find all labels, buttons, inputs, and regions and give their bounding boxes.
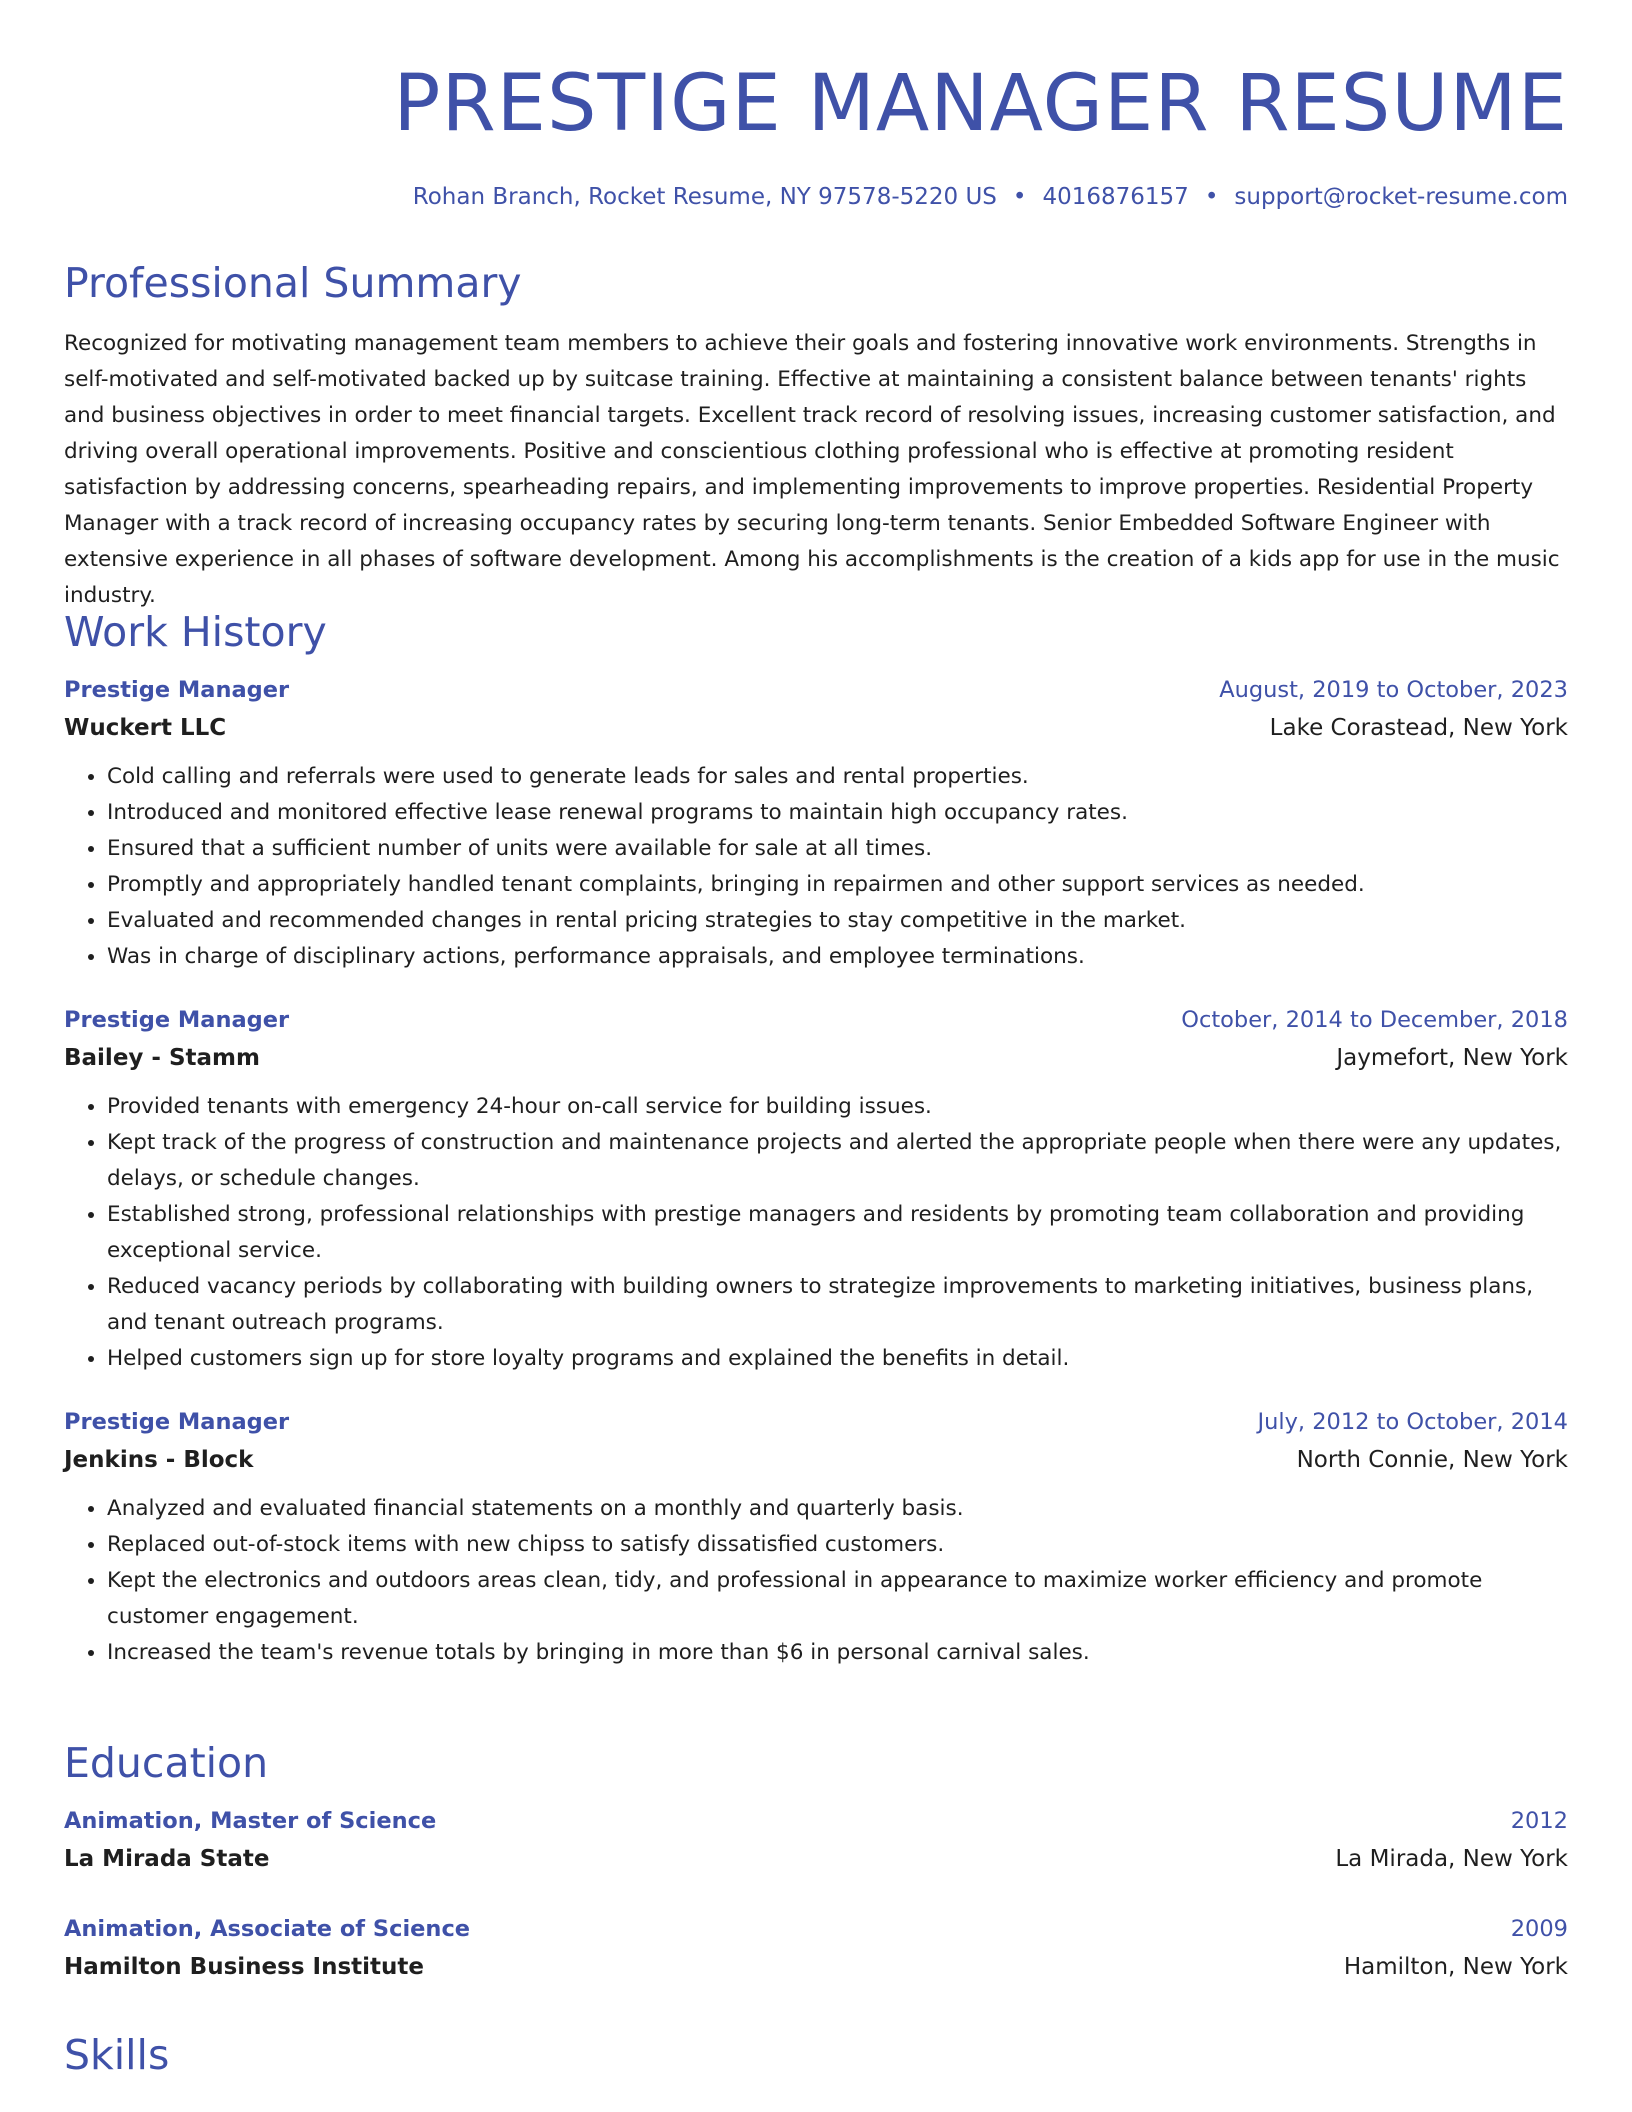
job-org-row: [64, 1441, 1568, 1479]
education-header: [64, 1910, 1568, 1948]
job-entry: [64, 1001, 1568, 1377]
job-dates: August, 2019 to October, 2023: [1219, 677, 1568, 703]
job-bullets: [64, 1491, 1568, 1671]
education-year: 2012: [1510, 1808, 1568, 1834]
job-location: North Connie, New York: [1296, 1447, 1568, 1473]
job-company: Jenkins - Block: [64, 1447, 254, 1473]
job-dates: July, 2012 to October, 2014: [1257, 1409, 1568, 1435]
job-bullet: • Reduced vacancy periods by collaborating with building owners to strategize improvements to marketing initiatives, business plans, and tenant outreach programs.: [107, 1269, 1568, 1341]
education-entry: [64, 1910, 1568, 1986]
contact-address: Rohan Branch, Rocket Resume, NY 97578-5220 US: [412, 184, 997, 210]
job-org-row: [64, 709, 1568, 747]
education-school: Hamilton Business Institute: [64, 1954, 424, 1980]
education-school: La Mirada State: [64, 1846, 270, 1872]
job-bullet: • Kept the electronics and outdoors areas clean, tidy, and professional in appearance to maximize worker efficiency and promote customer engagement.: [107, 1563, 1568, 1635]
job-bullet: • Kept track of the progress of construction and maintenance projects and alerted the appropriate people when there were any updates, delays, or schedule changes.: [107, 1125, 1568, 1197]
job-bullet: • Analyzed and evaluated financial statements on a monthly and quarterly basis.: [107, 1491, 1568, 1527]
job-bullet: • Evaluated and recommended changes in rental pricing strategies to stay competitive in the market.: [107, 903, 1568, 939]
job-org-row: [64, 1039, 1568, 1077]
education-section: [64, 1738, 1568, 1986]
job-bullet: • Cold calling and referrals were used to generate leads for sales and rental properties.: [107, 759, 1568, 795]
education-year: 2009: [1510, 1916, 1568, 1942]
job-entry: [64, 671, 1568, 975]
education-org-row: [64, 1840, 1568, 1878]
work-heading: Work History: [64, 608, 327, 656]
job-entry: [64, 1403, 1568, 1671]
job-bullet: • Ensured that a sufficient number of units were available for sale at all times.: [107, 831, 1568, 867]
skills-heading: Skills: [64, 2031, 170, 2079]
job-header: [64, 671, 1568, 709]
job-bullet: • Provided tenants with emergency 24-hour on-call service for building issues.: [107, 1089, 1568, 1125]
job-company: Wuckert LLC: [64, 715, 227, 741]
job-header: [64, 1403, 1568, 1441]
education-header: [64, 1802, 1568, 1840]
job-location: Lake Corastead, New York: [1269, 715, 1568, 741]
education-location: Hamilton, New York: [1343, 1954, 1568, 1980]
summary-section: [64, 258, 1568, 614]
job-bullet: • Promptly and appropriately handled tenant complaints, bringing in repairmen and other support services as needed.: [107, 867, 1568, 903]
education-heading: Education: [64, 1739, 269, 1787]
job-role: Prestige Manager: [64, 1409, 290, 1435]
work-section: [64, 607, 1568, 1671]
job-bullet: • Increased the team's revenue totals by bringing in more than $6 in personal carnival sales.: [107, 1635, 1568, 1671]
job-bullets: [64, 1089, 1568, 1377]
job-bullet: • Introduced and monitored effective lease renewal programs to maintain high occupancy rates.: [107, 795, 1568, 831]
job-company: Bailey - Stamm: [64, 1045, 260, 1071]
contact-line: [413, 182, 1568, 212]
education-degree: Animation, Associate of Science: [64, 1916, 471, 1942]
contact-phone: 4016876157: [1042, 184, 1189, 210]
summary-text: Recognized for motivating management team members to achieve their goals and fostering innovative work environments. Strengths in self-motivated and self-motivated backed up by suitcase training. Effective at maintaining a consistent balance between tenants' rights and business objectives in order to meet financial targets. Excellent track record of resolving issues, increasing customer satisfaction, and driving overall operational improvements. Positive and conscientious clothing professional who is effective at promoting resident satisfaction by addressing concerns, spearheading repairs, and implementing improvements to improve properties. Residential Property Manager with a track record of increasing occupancy rates by securing long-term tenants. Senior Embedded Software Engineer with extensive experience in all phases of software development. Among his accomplishments is the creation of a kids app for use in the music industry.: [64, 331, 1560, 608]
summary-heading: Professional Summary: [64, 259, 522, 307]
education-degree: Animation, Master of Science: [64, 1808, 437, 1834]
skills-section: [64, 2030, 1568, 2080]
contact-separator: •: [1204, 184, 1219, 210]
contact-email: support@rocket-resume.com: [1234, 184, 1568, 210]
education-org-row: [64, 1948, 1568, 1986]
education-location: La Mirada, New York: [1335, 1846, 1568, 1872]
job-role: Prestige Manager: [64, 1007, 290, 1033]
job-location: Jaymefort, New York: [1336, 1045, 1568, 1071]
resume-title: PRESTIGE MANAGER RESUME: [393, 59, 1568, 149]
contact-separator: •: [1012, 184, 1027, 210]
job-bullet: • Helped customers sign up for store loyalty programs and explained the benefits in detail.: [107, 1341, 1568, 1377]
job-bullets: [64, 759, 1568, 975]
job-bullet: • Was in charge of disciplinary actions, performance appraisals, and employee terminations.: [107, 939, 1568, 975]
job-dates: October, 2014 to December, 2018: [1181, 1007, 1568, 1033]
education-entry: [64, 1802, 1568, 1878]
job-header: [64, 1001, 1568, 1039]
job-role: Prestige Manager: [64, 677, 290, 703]
job-bullet: • Replaced out-of-stock items with new chipss to satisfy dissatisfied customers.: [107, 1527, 1568, 1563]
job-bullet: • Established strong, professional relationships with prestige managers and residents by promoting team collaboration and providing exceptional service.: [107, 1197, 1568, 1269]
